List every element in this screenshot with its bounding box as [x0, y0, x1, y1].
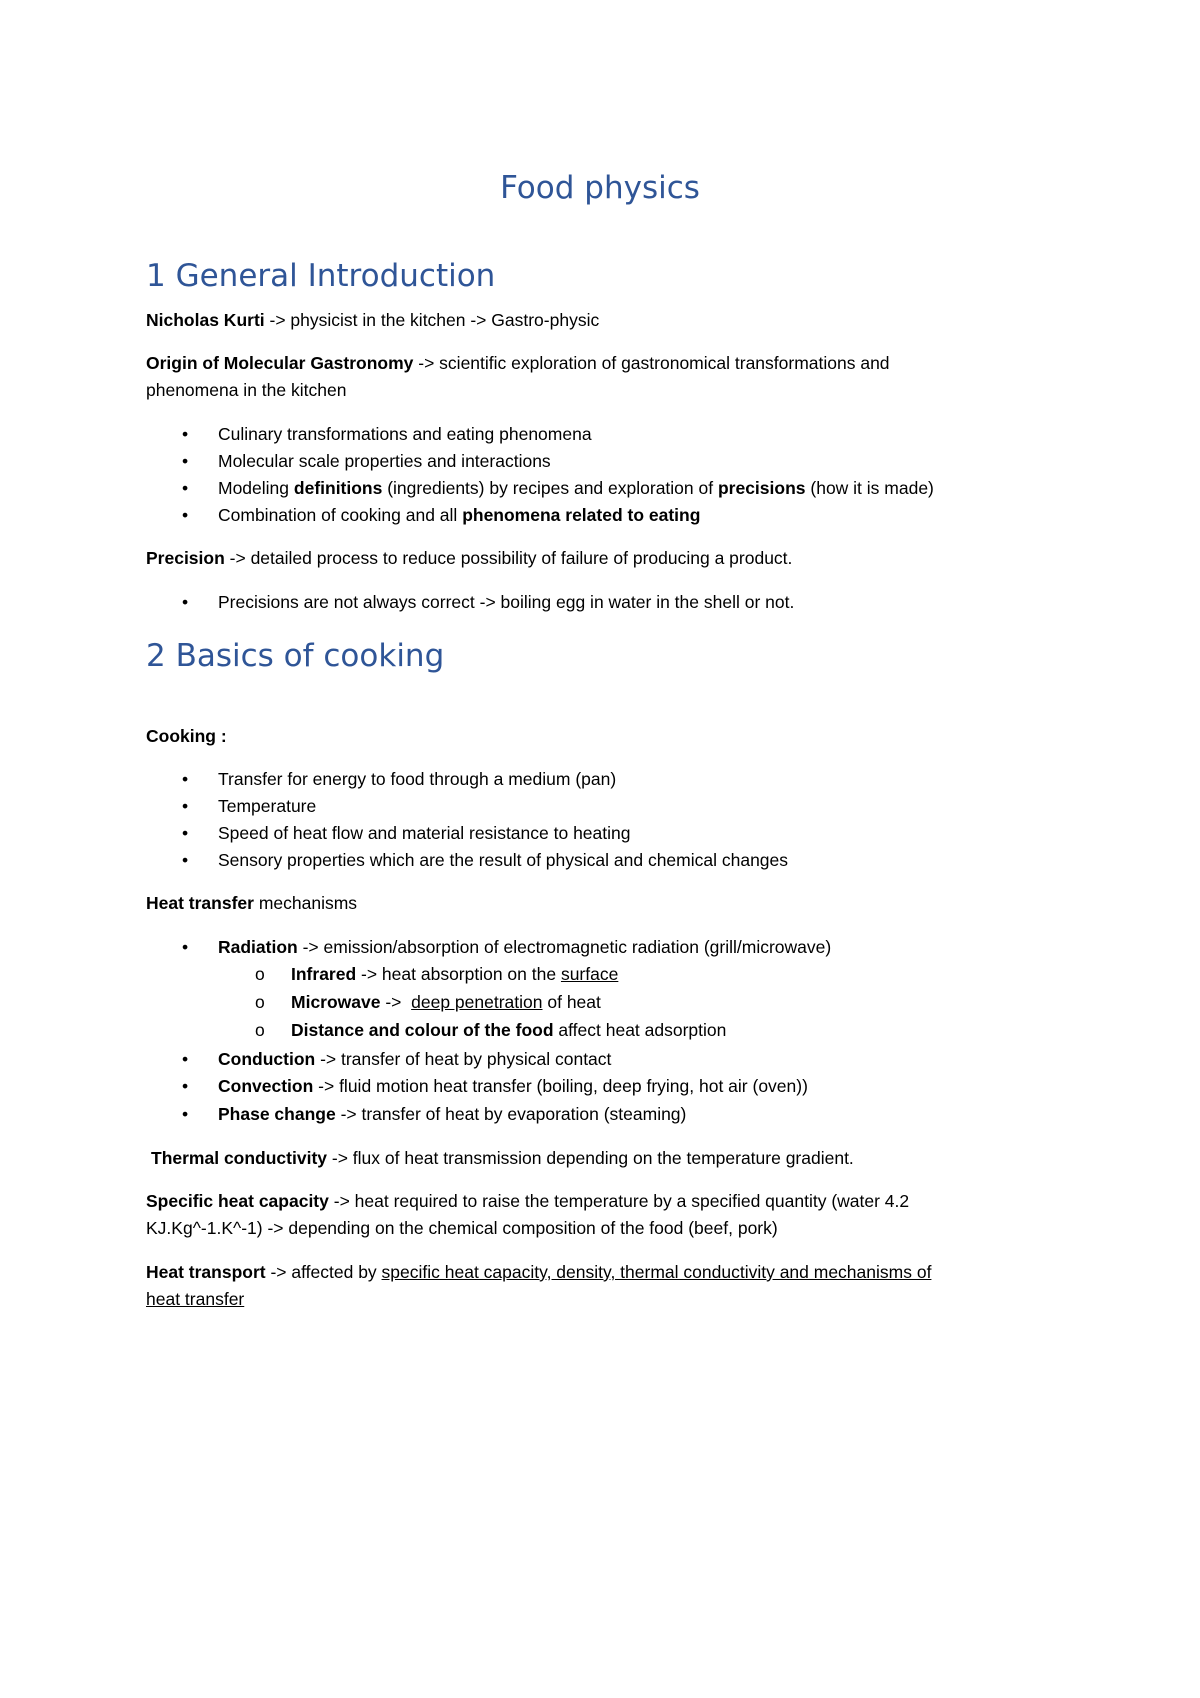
sub-bullet-icon: o	[255, 1020, 265, 1040]
text: Combination of cooking and all	[218, 505, 463, 525]
term: Distance and colour of the food	[291, 1020, 554, 1040]
list-item-text	[218, 475, 934, 501]
bullet-icon: •	[182, 451, 189, 471]
paragraph-specific-heat-line1	[146, 1188, 909, 1214]
list-item-text	[218, 934, 831, 960]
text: -> detailed process to reduce possibility of failure of producing a product.	[224, 548, 793, 568]
text: -> heat absorption on the	[356, 964, 561, 984]
list-item-text: Transfer for energy to food through a medium (pan)	[218, 769, 617, 789]
sub-list-item-text	[291, 989, 601, 1015]
list-item-text	[218, 1073, 808, 1099]
paragraph-origin-line1	[146, 350, 890, 376]
term: Microwave	[291, 992, 381, 1012]
bullet-icon: •	[182, 505, 189, 525]
bullet-icon: •	[182, 769, 189, 789]
list-item	[182, 448, 551, 474]
paragraph-kurti	[146, 307, 599, 333]
term: Conduction	[218, 1049, 316, 1069]
sub-list-item-text	[291, 961, 618, 987]
term: Heat transport	[146, 1262, 266, 1282]
list-item-text: Sensory properties which are the result of physical and chemical changes	[218, 850, 789, 870]
section-heading-general-introduction: 1 General Introduction	[146, 258, 496, 294]
text: mechanisms	[253, 893, 358, 913]
list-item	[182, 1101, 687, 1127]
paragraph-cooking-label	[146, 723, 227, 749]
bullet-icon: •	[182, 823, 189, 843]
term: Heat transfer	[146, 893, 254, 913]
text: -> fluid motion heat transfer (boiling, deep frying, hot air (oven))	[313, 1076, 808, 1096]
list-item-text	[218, 1101, 686, 1127]
list-item	[182, 1046, 612, 1072]
bullet-icon: •	[182, 850, 189, 870]
list-item	[182, 1073, 808, 1099]
list-item-text: Precisions are not always correct -> boiling egg in water in the shell or not.	[218, 592, 795, 612]
term: Phase change	[218, 1104, 336, 1124]
sub-bullet-icon: o	[255, 992, 265, 1012]
text: (ingredients) by recipes and exploration of	[382, 478, 718, 498]
underlined-text: heat transfer	[146, 1289, 245, 1309]
bullet-icon: •	[182, 1049, 189, 1069]
document-title: Food physics	[500, 170, 700, 206]
underlined-text: surface	[560, 964, 619, 984]
term: Origin of Molecular Gastronomy	[146, 353, 414, 373]
bullet-icon: •	[182, 796, 189, 816]
paragraph-origin-line2: phenomena in the kitchen	[146, 380, 347, 400]
bullet-icon: •	[182, 592, 189, 612]
list-item	[182, 475, 934, 501]
paragraph-heat-transport-line1	[146, 1259, 931, 1285]
sub-list-item-text	[291, 1017, 726, 1043]
sub-list-item	[255, 961, 619, 987]
list-item	[182, 820, 631, 846]
underlined-text: specific heat capacity, density, thermal conductivity and mechanisms of	[381, 1262, 932, 1282]
term: Convection	[218, 1076, 314, 1096]
paragraph-thermal-conductivity	[151, 1145, 854, 1171]
text: -> emission/absorption of electromagnetic radiation (grill/microwave)	[297, 937, 832, 957]
term: Nicholas Kurti	[146, 310, 265, 330]
term: Precision	[146, 548, 225, 568]
bullet-icon: •	[182, 478, 189, 498]
section-heading-basics-of-cooking: 2 Basics of cooking	[146, 638, 445, 674]
term: Thermal conductivity	[151, 1148, 328, 1168]
paragraph-specific-heat-line2: KJ.Kg^-1.K^-1) -> depending on the chemical composition of the food (beef, pork)	[146, 1218, 778, 1238]
term: Cooking :	[146, 726, 227, 746]
list-item-text: Molecular scale properties and interactions	[218, 451, 551, 471]
term: Infrared	[291, 964, 357, 984]
bullet-icon: •	[182, 424, 189, 444]
term: phenomena related to eating	[462, 505, 701, 525]
paragraph-heat-transfer	[146, 890, 357, 916]
text: -> physicist in the kitchen -> Gastro-physic	[264, 310, 600, 330]
term: precisions	[717, 478, 806, 498]
list-item-text: Speed of heat flow and material resistance to heating	[218, 823, 631, 843]
text: Modeling	[218, 478, 294, 498]
sub-bullet-icon: o	[255, 964, 265, 984]
sub-list-item	[255, 1017, 727, 1043]
text: -> scientific exploration of gastronomical transformations and	[413, 353, 890, 373]
list-item	[182, 793, 317, 819]
term: Specific heat capacity	[146, 1191, 329, 1211]
text: -> transfer of heat by physical contact	[315, 1049, 612, 1069]
text: -> heat required to raise the temperature by a specified quantity (water 4.2	[328, 1191, 910, 1211]
text: ->	[380, 992, 412, 1012]
list-item	[182, 589, 795, 615]
text: affect heat adsorption	[553, 1020, 727, 1040]
list-item-text	[218, 502, 700, 528]
paragraph-precision	[146, 545, 792, 571]
list-item-text	[218, 1046, 611, 1072]
text: -> affected by	[265, 1262, 382, 1282]
list-item	[182, 934, 832, 960]
text: of heat	[542, 992, 601, 1012]
bullet-icon: •	[182, 937, 189, 957]
underlined-text: deep penetration	[411, 992, 543, 1012]
text: -> flux of heat transmission depending on the temperature gradient.	[327, 1148, 854, 1168]
list-item	[182, 847, 789, 873]
list-item	[182, 502, 701, 528]
list-item-text: Temperature	[218, 796, 317, 816]
list-item	[182, 421, 592, 447]
paragraph-heat-transport-line2	[146, 1286, 244, 1312]
term: definitions	[293, 478, 383, 498]
text: (how it is made)	[805, 478, 934, 498]
text: -> transfer of heat by evaporation (steaming)	[335, 1104, 687, 1124]
list-item	[182, 766, 617, 792]
bullet-icon: •	[182, 1076, 189, 1096]
term: Radiation	[218, 937, 298, 957]
list-item-text: Culinary transformations and eating phenomena	[218, 424, 592, 444]
sub-list-item	[255, 989, 601, 1015]
bullet-icon: •	[182, 1104, 189, 1124]
